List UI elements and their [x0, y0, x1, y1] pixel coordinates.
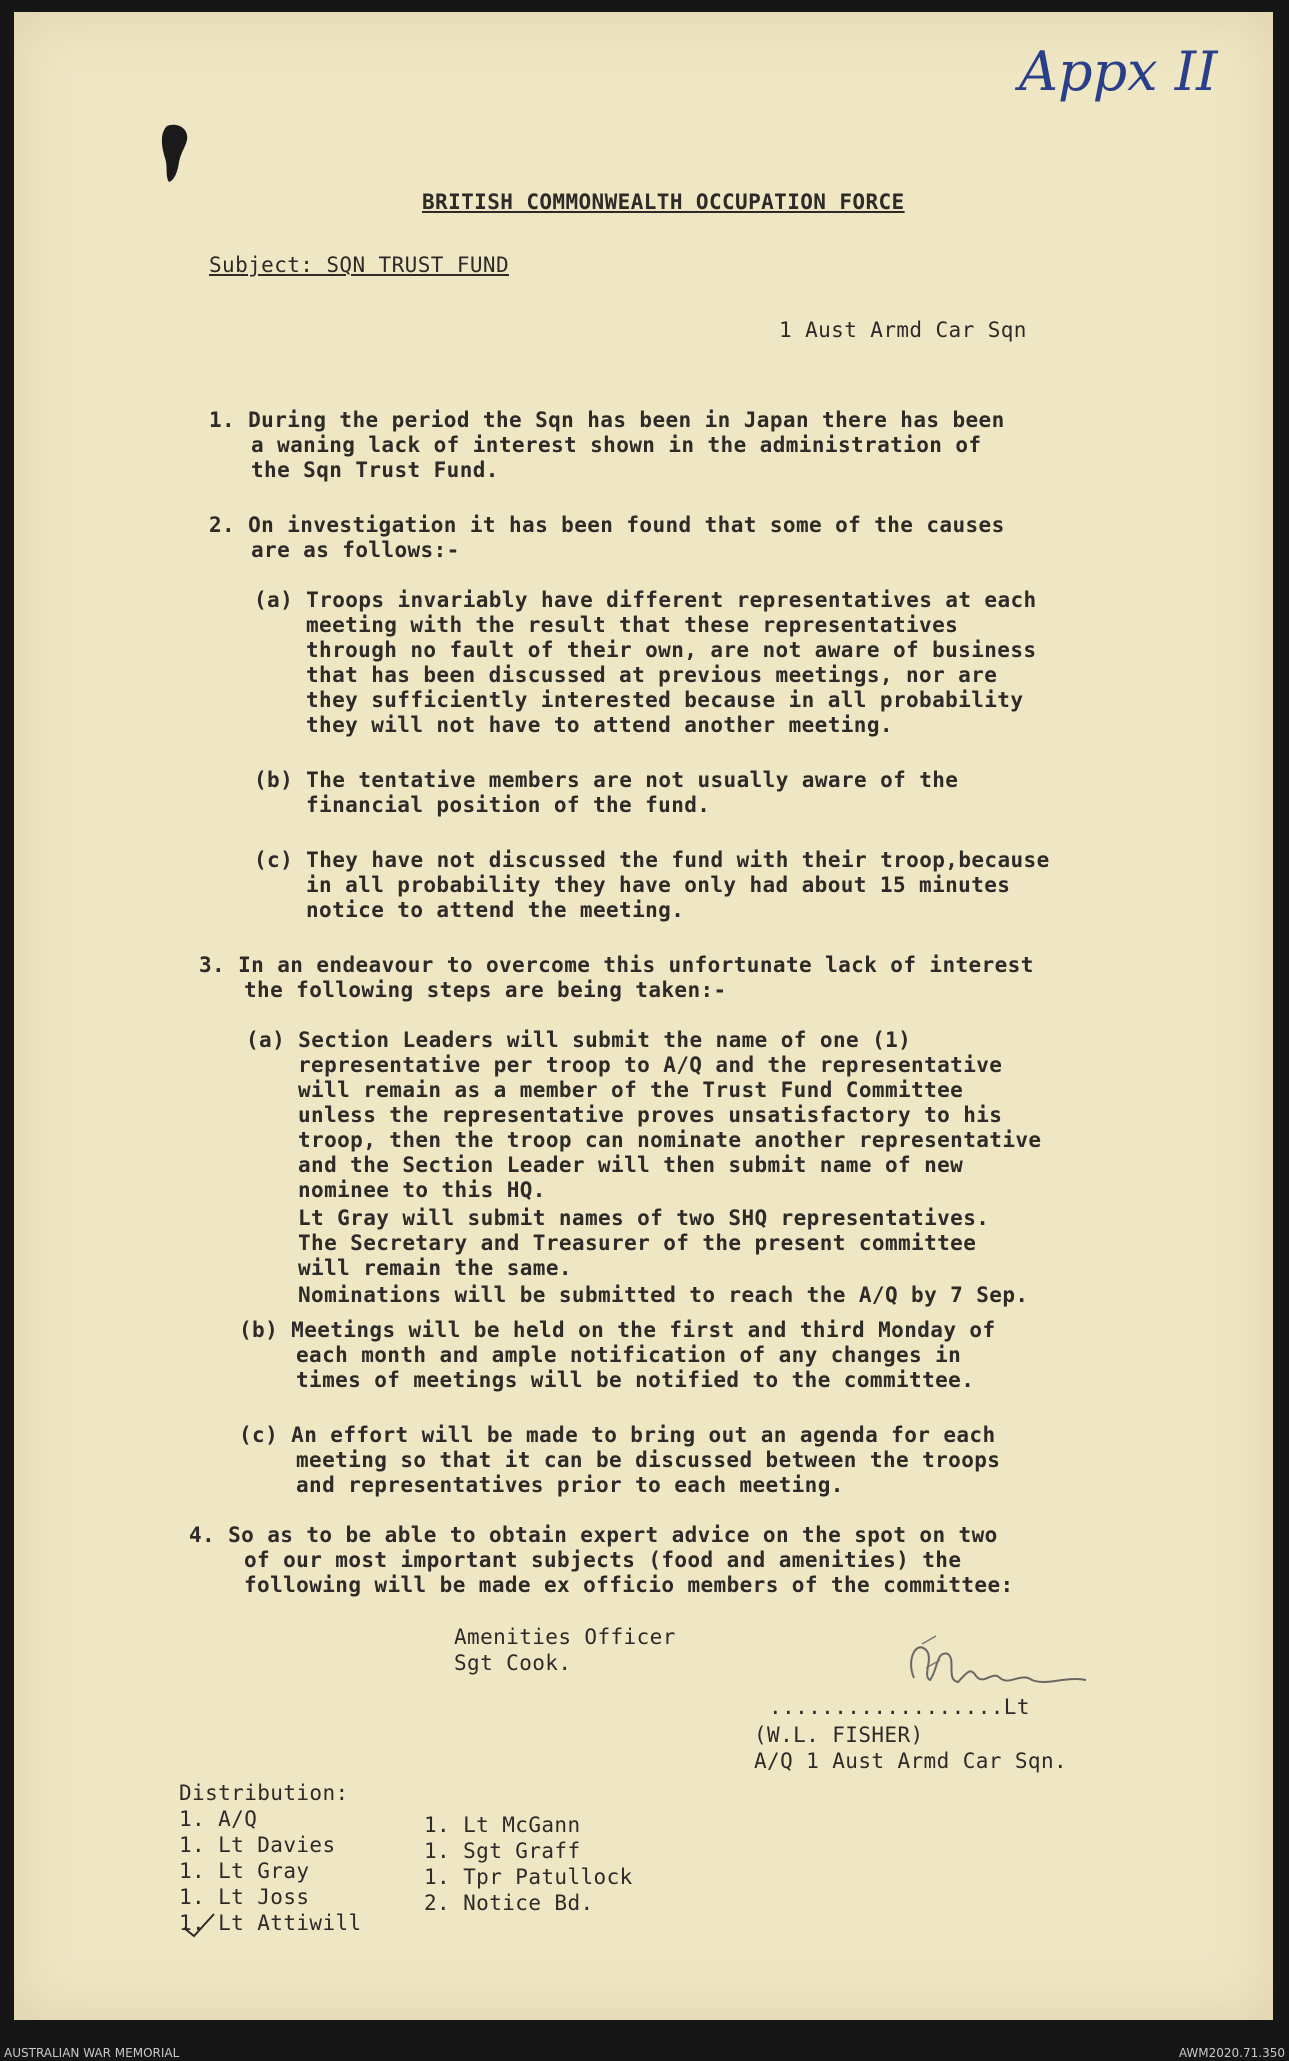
distribution-item: 1. Lt McGann [424, 1813, 581, 1837]
para3a-line: Lt Gray will submit names of two SHQ representatives. [298, 1206, 990, 1230]
tick-mark-icon [182, 1912, 216, 1938]
para4-line: of our most important subjects (food and amenities) the [244, 1548, 962, 1572]
para4-line: 4. So as to be able to obtain expert advice on the spot on two [189, 1523, 998, 1547]
para3a-line: and the Section Leader will then submit name of new [298, 1153, 964, 1177]
para2b-line: (b) The tentative members are not usually aware of the [254, 768, 959, 792]
para3a-line: nominee to this HQ. [298, 1178, 546, 1202]
para1-line: 1. During the period the Sqn has been in Japan there has been [209, 408, 1005, 432]
distribution-item: 1. Lt Joss [179, 1885, 310, 1909]
para2c-line: (c) They have not discussed the fund with their troop,because [254, 848, 1050, 872]
signature-dotline: ..................Lt [769, 1695, 1030, 1719]
document-heading: BRITISH COMMONWEALTH OCCUPATION FORCE [422, 190, 905, 214]
para2-line: are as follows:- [251, 538, 460, 562]
document-page [14, 12, 1273, 2020]
signatory-title: A/Q 1 Aust Armd Car Sqn. [754, 1749, 1068, 1773]
para2c-line: notice to attend the meeting. [306, 898, 685, 922]
para4-line: following will be made ex officio members of the committee: [244, 1573, 1014, 1597]
exofficio-member: Amenities Officer [454, 1625, 676, 1649]
para3a-line: (a) Section Leaders will submit the name of one (1) [246, 1028, 912, 1052]
para1-line: the Sqn Trust Fund. [251, 458, 499, 482]
para2c-line: in all probability they have only had about 15 minutes [306, 873, 1011, 897]
para3a-line: will remain the same. [298, 1256, 572, 1280]
para3c-line: and representatives prior to each meeting. [296, 1473, 844, 1497]
footer-archive-name: AUSTRALIAN WAR MEMORIAL [4, 2046, 180, 2060]
para3b-line: each month and ample notification of any changes in [296, 1343, 962, 1367]
para2a-line: that has been discussed at previous meetings, nor are [306, 663, 998, 687]
para3-line: the following steps are being taken:- [244, 978, 727, 1002]
ink-blot-icon [159, 122, 195, 184]
para3a-line: troop, then the troop can nominate another representative [298, 1128, 1042, 1152]
para2a-line: they sufficiently interested because in all probability [306, 688, 1024, 712]
signature-scrawl [896, 1630, 1116, 1700]
para2-line: 2. On investigation it has been found that some of the causes [209, 513, 1005, 537]
para3a-line: Nominations will be submitted to reach the A/Q by 7 Sep. [298, 1283, 1029, 1307]
distribution-item: 1. Lt Davies [179, 1833, 336, 1857]
para2a-line: (a) Troops invariably have different representatives at each [254, 588, 1037, 612]
para3-line: 3. In an endeavour to overcome this unfortunate lack of interest [199, 953, 1034, 977]
distribution-item: 1. A/Q [179, 1807, 258, 1831]
unit-name: 1 Aust Armd Car Sqn [779, 318, 1027, 342]
para2a-line: through no fault of their own, are not aware of business [306, 638, 1037, 662]
para2a-line: meeting with the result that these representatives [306, 613, 959, 637]
handwritten-annotation: Appx II [1019, 40, 1218, 103]
distribution-item: 1. Tpr Patullock [424, 1865, 633, 1889]
para2a-line: they will not have to attend another meeting. [306, 713, 893, 737]
para3a-line: The Secretary and Treasurer of the present committee [298, 1231, 977, 1255]
para2b-line: financial position of the fund. [306, 793, 711, 817]
para3a-line: unless the representative proves unsatisfactory to his [298, 1103, 1003, 1127]
para3a-line: will remain as a member of the Trust Fund Committee [298, 1078, 964, 1102]
distribution-item: 2. Notice Bd. [424, 1891, 594, 1915]
para3b-line: (b) Meetings will be held on the first and third Monday of [239, 1318, 996, 1342]
distribution-heading: Distribution: [179, 1781, 349, 1805]
distribution-item: 1. Lt Attiwill [179, 1911, 362, 1935]
para1-line: a waning lack of interest shown in the administration of [251, 433, 982, 457]
para3c-line: meeting so that it can be discussed between the troops [296, 1448, 1001, 1472]
signatory-name: (W.L. FISHER) [754, 1723, 924, 1747]
distribution-item: 1. Sgt Graff [424, 1839, 581, 1863]
para3c-line: (c) An effort will be made to bring out an agenda for each [239, 1423, 996, 1447]
exofficio-member: Sgt Cook. [454, 1651, 572, 1675]
para3b-line: times of meetings will be notified to the committee. [296, 1368, 975, 1392]
para3a-line: representative per troop to A/Q and the representative [298, 1053, 1003, 1077]
footer-catalogue-id: AWM2020.71.350 [1178, 2046, 1285, 2060]
distribution-item: 1. Lt Gray [179, 1859, 310, 1883]
subject-line: Subject: SQN TRUST FUND [209, 253, 509, 277]
